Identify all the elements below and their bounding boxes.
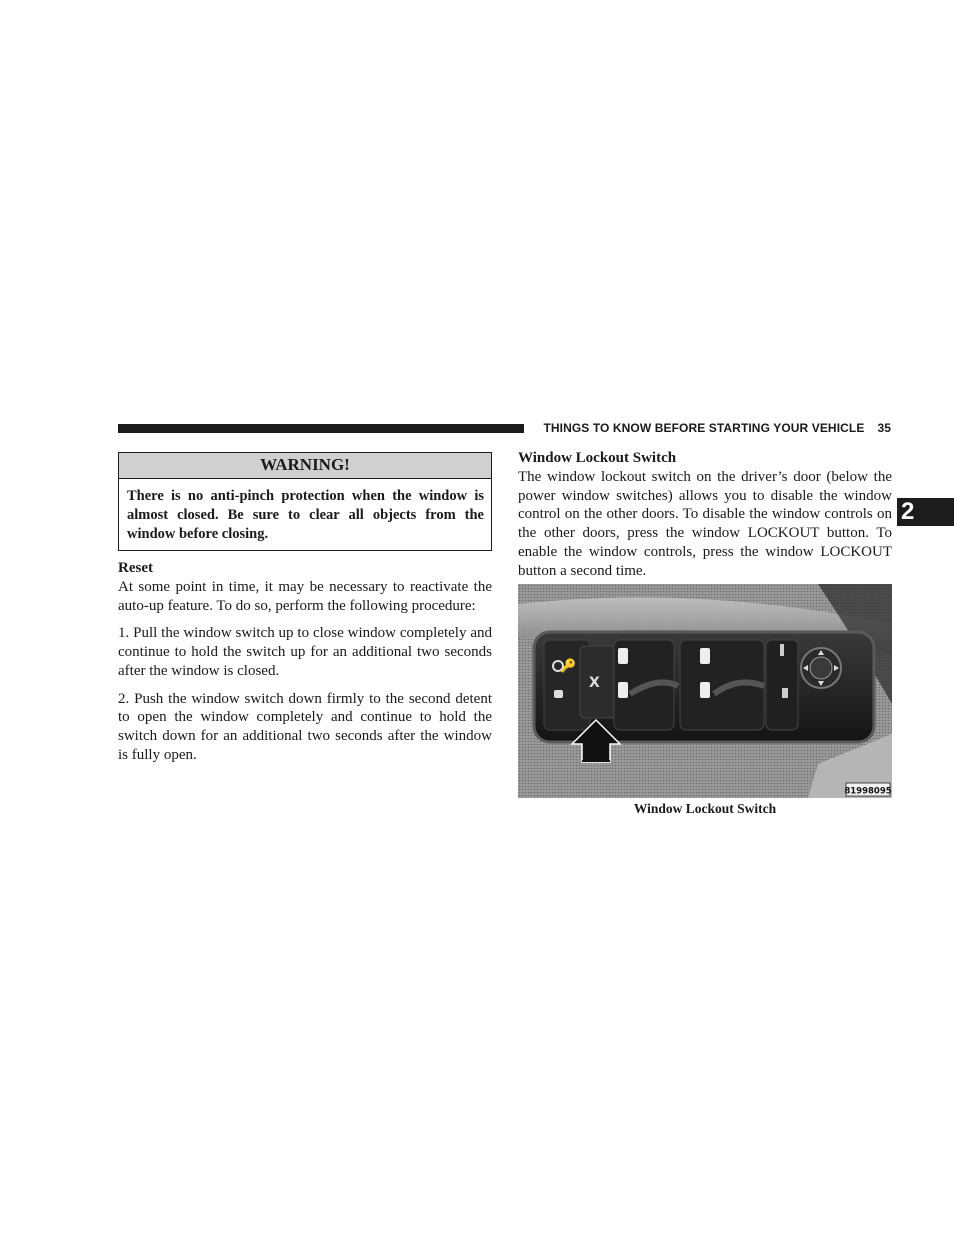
left-column xyxy=(118,452,492,764)
warning-title: WARNING! xyxy=(119,453,491,479)
header-rule xyxy=(118,424,524,433)
window-switch-photo xyxy=(518,584,892,798)
reset-heading: Reset xyxy=(118,560,153,576)
section-title: THINGS TO KNOW BEFORE STARTING YOUR VEHICLE xyxy=(543,421,865,435)
warning-body: There is no anti-pinch protection when the window is almost closed. Be sure to clear all objects from the window before closing. xyxy=(127,488,484,542)
chapter-tab: 2 xyxy=(897,498,954,526)
page-number: 35 xyxy=(877,421,891,435)
svg-text:🔑: 🔑 xyxy=(560,659,577,674)
reset-step-1: 1. Pull the window switch up to close window completely and continue to hold the switch up for an additional two seconds after the window is closed. xyxy=(118,625,492,679)
reset-intro: At some point in time, it may be necessary to reactivate the auto-up feature. To do so, perform the following procedure: xyxy=(118,579,492,614)
lockout-heading: Window Lockout Switch xyxy=(518,450,677,466)
reset-step-2: 2. Push the window switch down firmly to the second detent to open the window completely and continue to hold the switch down for an additional two seconds after the window is fully open. xyxy=(118,690,492,763)
figure-caption: Window Lockout Switch xyxy=(633,801,777,816)
figure-code: 81998095 xyxy=(844,786,892,797)
lockout-body: The window lockout switch on the driver’s door (below the power window switches) allows you to disable the window control on the other doors. To disable the window controls on the other doors, press the window LOCKOUT button. To enable the window controls, press the window LOCKOUT button a second time. xyxy=(518,469,892,579)
warning-box xyxy=(118,452,492,551)
svg-text:X: X xyxy=(589,675,600,691)
running-header xyxy=(533,420,891,436)
right-column xyxy=(518,449,892,580)
